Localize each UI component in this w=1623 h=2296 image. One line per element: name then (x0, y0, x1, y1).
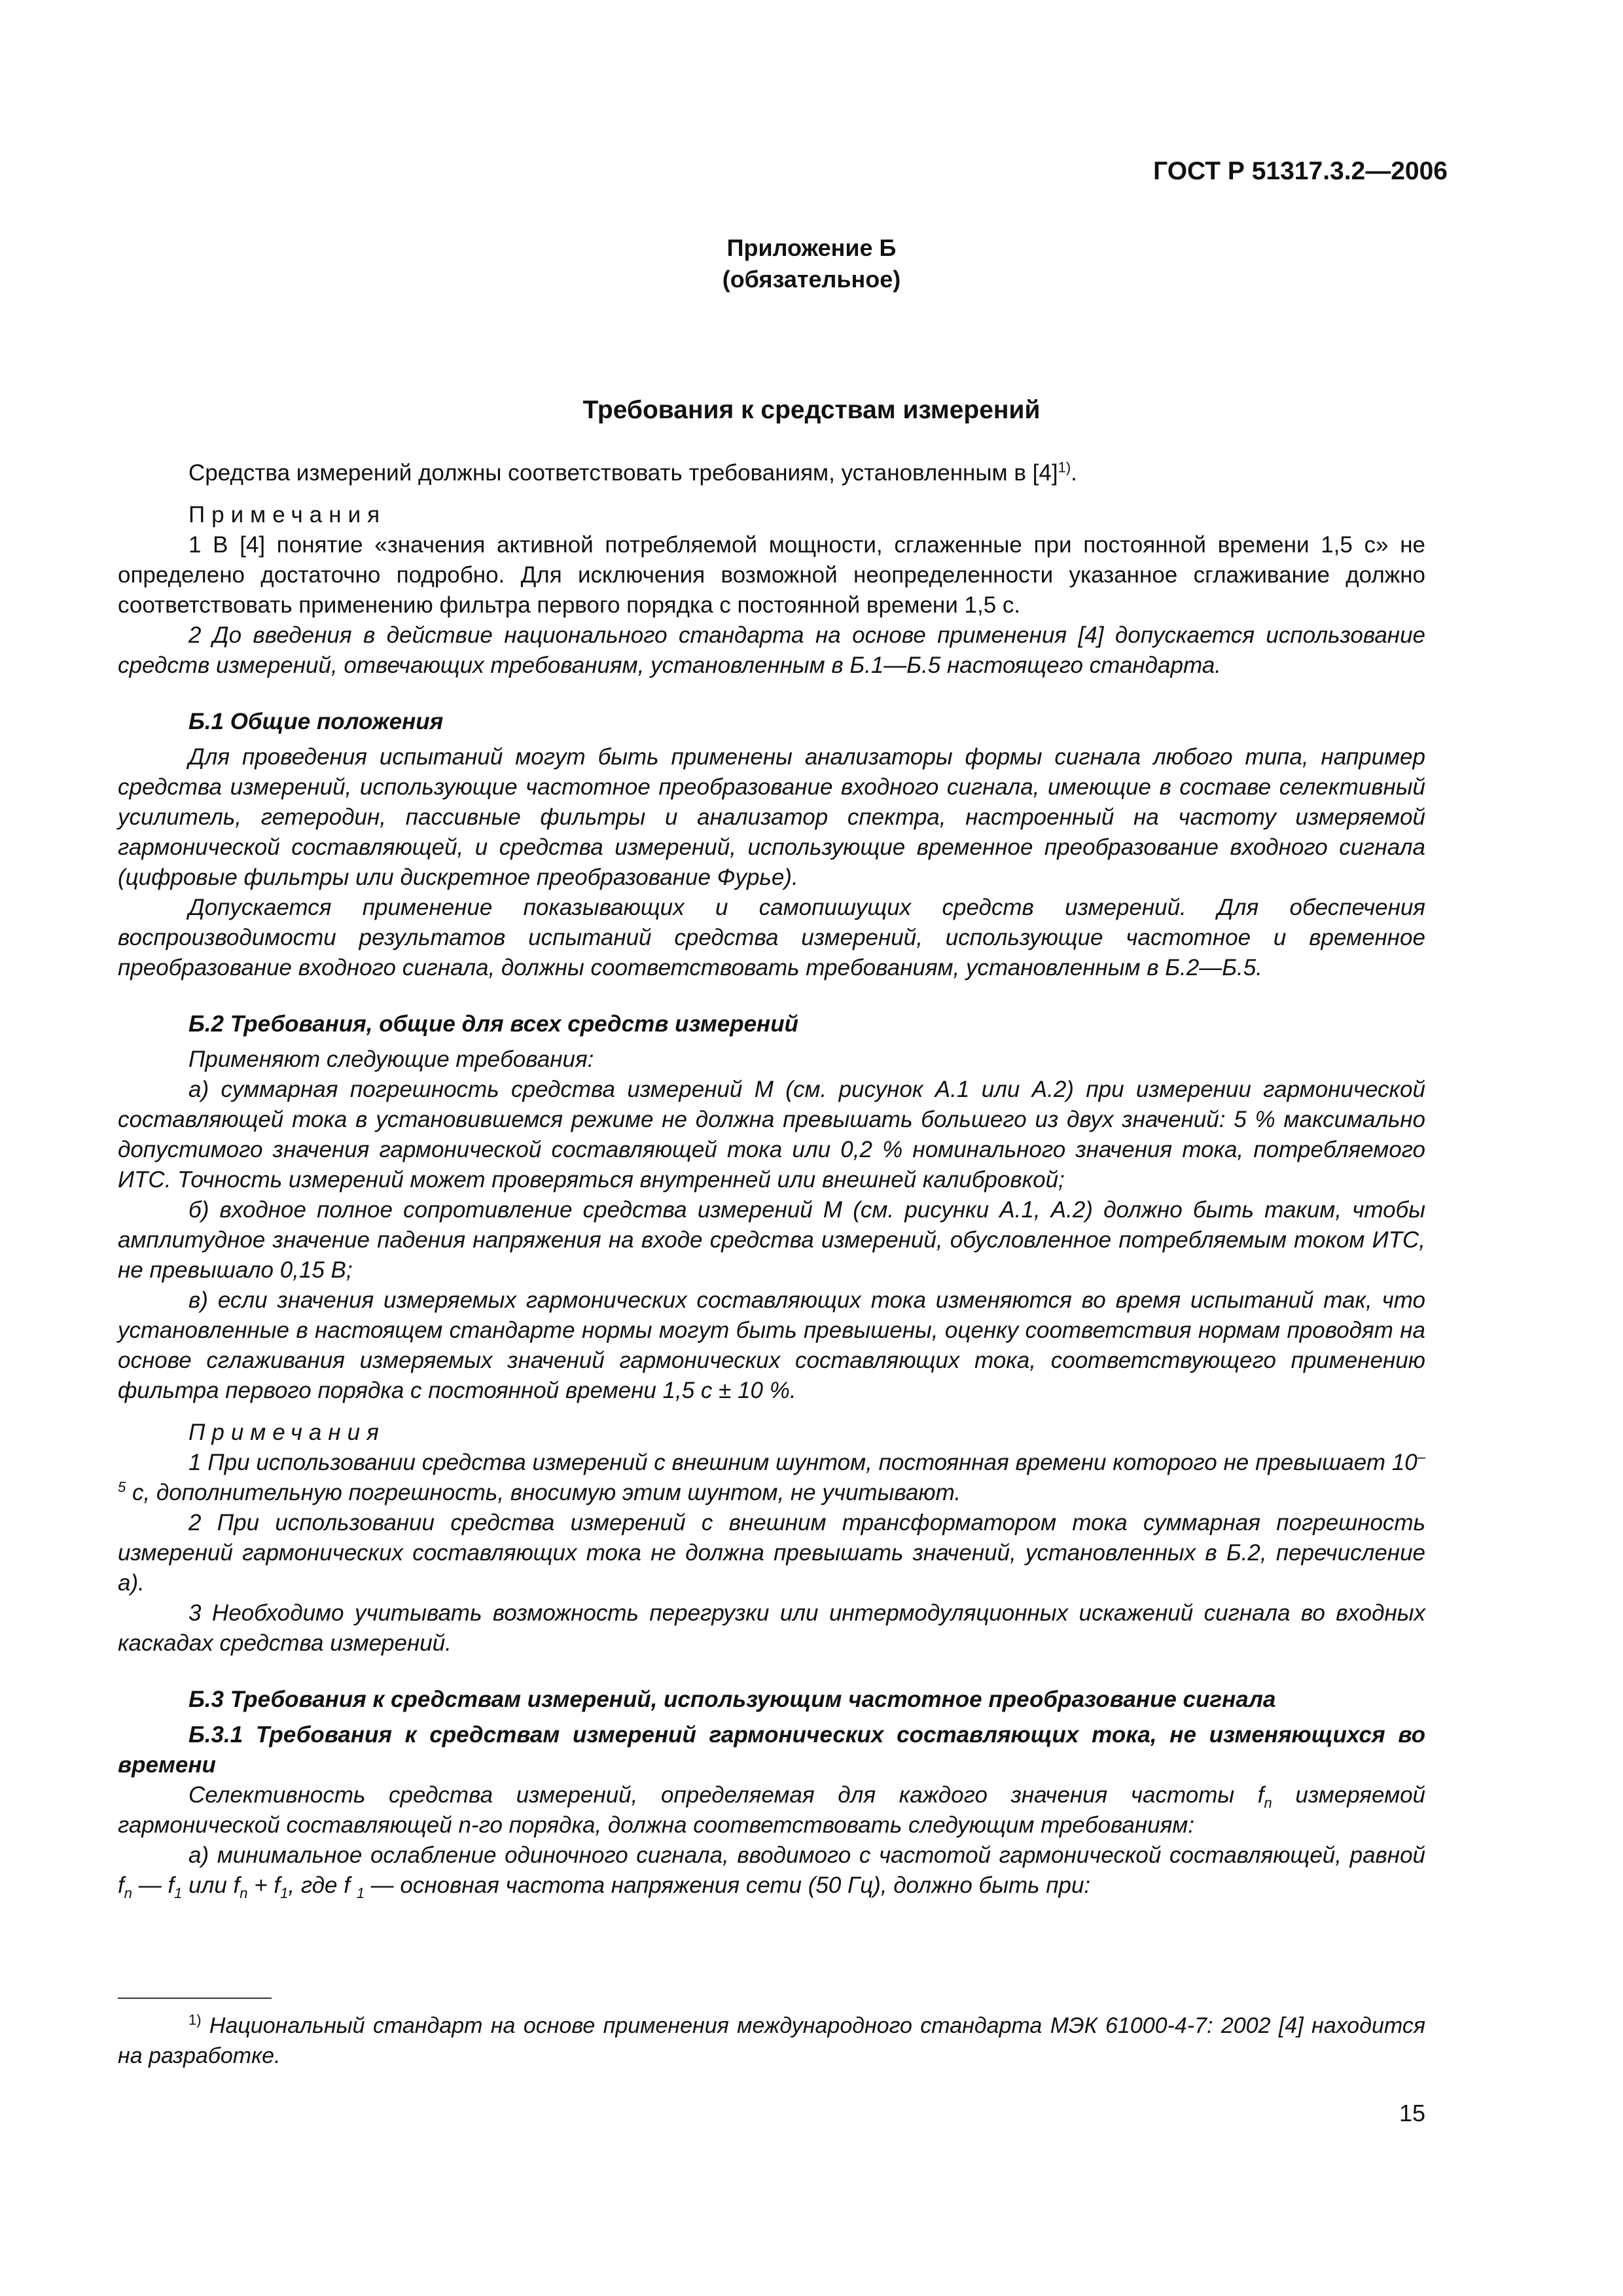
note2-1-exponent: –5 (118, 1448, 1425, 1496)
annex-title: Приложение Б (726, 234, 897, 261)
b31-pre: Селективность средства измерений, определяемая для каждого значения частоты f (188, 1782, 1264, 1808)
b31-a-pre: а) минимальное ослабление одиночного сигнала, вводимого с частотой гармонической составляющей, равной f (118, 1842, 1425, 1898)
b1-paragraph-2: Допускается применение показывающих и самопишущих средств измерений. Для обеспечения воспроизводимости результатов испытаний средства измерений, использующие частотное и временное преобразование входного сигнала, должны соответствовать требованиям, установленным в Б.2—Б.5. (118, 895, 1425, 980)
b31-a-m1: — f (132, 1873, 175, 1898)
b2-lead: Применяют следующие требования: (188, 1047, 594, 1072)
b31-a-s1: n (124, 1885, 132, 1901)
b31-a-m3: + f (247, 1873, 281, 1898)
b31-a-s5: 1 (356, 1885, 365, 1901)
intro-text: Средства измерений должны соответствовать требованиям, установленным в [4] (188, 460, 1058, 486)
annex-heading (0, 232, 1623, 295)
document-body (118, 458, 1425, 1901)
b31-a-m4: , где f (288, 1873, 357, 1898)
footnote-mark: 1) (188, 2011, 202, 2028)
footnote-divider (118, 1998, 272, 1999)
b2-item-c: в) если значения измеряемых гармонических составляющих тока изменяются во время испытаний так, что установленные в настоящем стандарте нормы могут быть превышены, оценку соответствия нормам проводят на основе сглаживания измеряемых значений гармонических составляющих тока, соответствующего применению фильтра первого порядка с постоянной времени 1,5 с ± 10 %. (118, 1287, 1425, 1403)
note2-1 (118, 1448, 1425, 1508)
annex-status: (обязательное) (722, 266, 901, 293)
page-number: 15 (1399, 2100, 1425, 2126)
note2-1-post: с, дополнительную погрешность, вносимую этим шунтом, не учитывают. (126, 1480, 961, 1505)
footnote-text: Национальный стандарт на основе применения международного стандарта МЭК 61000-4-7: 2002 [4] находится на разработке. (118, 2013, 1425, 2068)
section-b3-heading: Б.3 Требования к средствам измерений, использующим частотное преобразование сигнала (188, 1687, 1276, 1712)
b2-item-a: а) суммарная погрешность средства измерений М (см. рисунок А.1 или А.2) при измерении гармонической составляющей тока в установившемся режиме не должна превышать большего из двух значений: 5 % максимально допустимого значения гармонической составляющей тока или 0,2 % номинального значения тока, потребляемого ИТС. Точность измерений может проверяться внутренней или внешней калибровкой; (118, 1077, 1425, 1193)
section-b1-heading: Б.1 Общие положения (188, 709, 444, 734)
b31-sub: n (1264, 1795, 1272, 1811)
b31-a-s4: 1 (280, 1885, 289, 1901)
standard-designation: ГОСТ Р 51317.3.2—2006 (1153, 157, 1448, 185)
note-2: 2 До введения в действие национального стандарта на основе применения [4] допускается использование средств измерений, отвечающих требованиям, установленным в Б.1—Б.5 настоящего стандарта. (118, 622, 1425, 678)
note2-2: 2 При использовании средства измерений с внешним трансформатором тока суммарная погрешность измерений гармонических составляющих тока не должна превышать значений, установленных в Б.2, перечисление а). (118, 1510, 1425, 1596)
b31-a-s2: 1 (174, 1885, 183, 1901)
b31-a-post: — основная частота напряжения сети (50 Гц), должно быть при: (364, 1873, 1091, 1898)
note-1: 1 В [4] понятие «значения активной потребляемой мощности, сглаженные при постоянной времени 1,5 с» не определено достаточно подробно. Для исключения возможной неопределенности указанное сглаживание должно соответствовать применению фильтра первого порядка с постоянной времени 1,5 с. (118, 532, 1425, 618)
intro-paragraph: Средства измерений должны соответствовать требованиям, установленным в $[4]^{1)}$. (188, 459, 1077, 486)
footnote (118, 2011, 1425, 2071)
note2-3: 3 Необходимо учитывать возможность перегрузки или интермодуляционных искажений сигнала во входных каскадах средства измерений. (118, 1600, 1425, 1656)
b31-item-a (118, 1840, 1425, 1901)
b31-paragraph (118, 1780, 1425, 1840)
notes-heading-2: Примечания (188, 1420, 385, 1445)
b31-a-s3: n (240, 1885, 248, 1901)
note2-1-pre: 1 При использовании средства измерений с внешним шунтом, постоянная времени которого не превышает 10 (188, 1450, 1418, 1475)
b1-paragraph-1: Для проведения испытаний могут быть применены анализаторы формы сигнала любого типа, например средства измерений, использующие частотное преобразование входного сигнала, имеющие в составе селективный усилитель, гетеродин, пассивные фильтры и анализатор спектра, настроенный на частоту измеряемой гармонической составляющей, и средства измерений, использующие временное преобразование входного сигнала (цифровые фильтры или дискретное преобразование Фурье). (118, 744, 1425, 890)
b2-item-b: б) входное полное сопротивление средства измерений М (см. рисунки А.1, А.2) должно быть таким, чтобы амплитудное значение падения напряжения на входе средства измерений, обусловленное потребляемым током ИТС, не превышало 0,15 В; (118, 1197, 1425, 1283)
b31-a-m2: или f (182, 1873, 240, 1898)
section-b2-heading: Б.2 Требования, общие для всех средств измерений (188, 1011, 798, 1037)
b31-post: измеряемой гармонической составляющей n-го порядка, должна соответствовать следующим требованиям: (118, 1782, 1425, 1838)
intro-footnote-ref: 1) (1058, 459, 1071, 476)
section-title: Требования к средствам измерений (582, 396, 1041, 424)
section-b31-heading: Б.3.1 Требования к средствам измерений гармонических составляющих тока, не изменяющихся во времени (118, 1722, 1425, 1778)
notes-heading: Примечания (188, 502, 387, 528)
